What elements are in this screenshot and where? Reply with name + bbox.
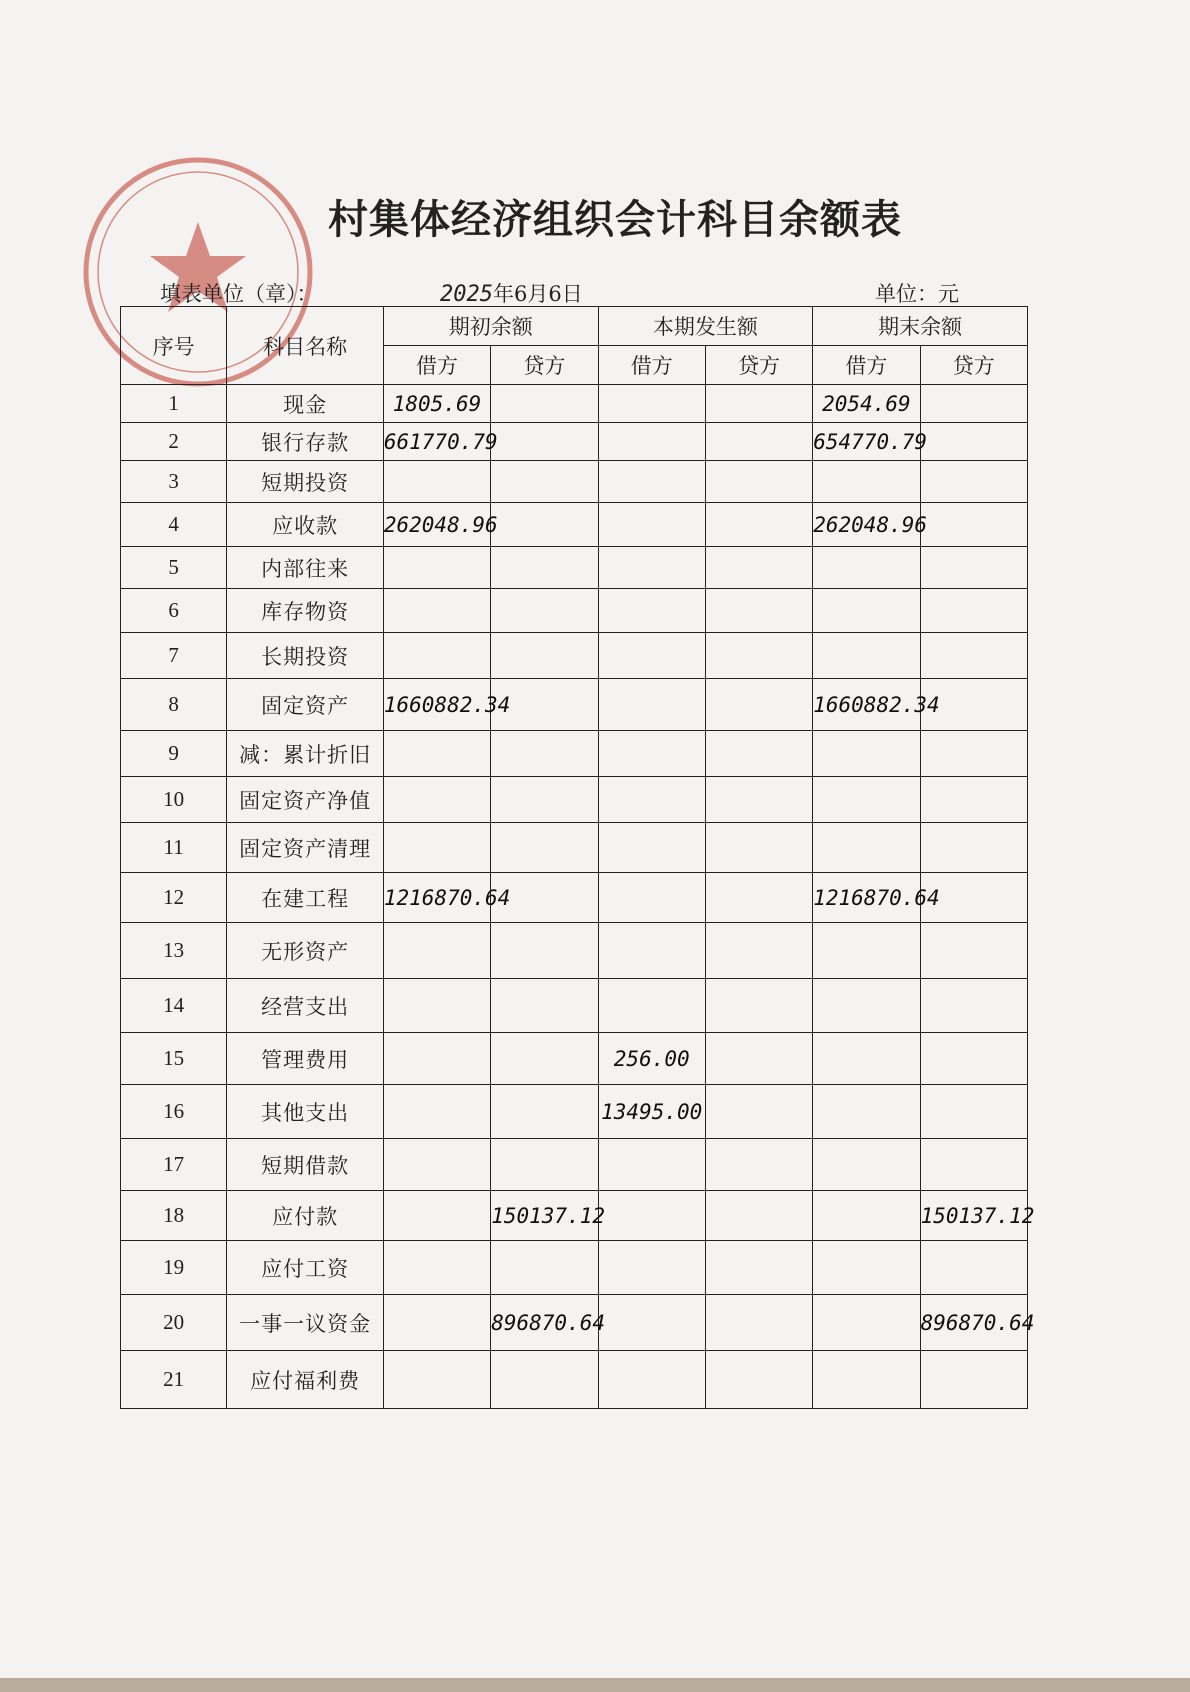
row-amount-cell [598, 979, 705, 1033]
row-seq: 6 [121, 589, 227, 633]
row-amount-cell [813, 823, 920, 873]
row-seq: 1 [121, 385, 227, 423]
row-amount-cell: 1660882.34 [813, 679, 920, 731]
row-amount-cell [491, 1033, 598, 1085]
row-amount-cell [491, 731, 598, 777]
row-amount-cell [598, 385, 705, 423]
row-account-name: 短期借款 [227, 1139, 384, 1191]
row-amount-cell [920, 633, 1027, 679]
row-seq: 13 [121, 923, 227, 979]
row-amount-cell [705, 1295, 812, 1351]
row-amount-cell [920, 731, 1027, 777]
table-row [121, 979, 1028, 1033]
row-amount-cell [705, 503, 812, 547]
report-date [440, 278, 583, 308]
row-amount-cell: 262048.96 [383, 503, 490, 547]
row-amount-cell: 1660882.34 [383, 679, 490, 731]
row-amount-cell [491, 547, 598, 589]
row-amount-cell [491, 1085, 598, 1139]
header-account-name: 科目名称 [227, 307, 384, 385]
row-amount-cell [813, 589, 920, 633]
table-row [121, 873, 1028, 923]
header-debit: 借方 [383, 346, 490, 385]
row-seq: 4 [121, 503, 227, 547]
row-amount-cell [920, 589, 1027, 633]
row-amount-cell [383, 547, 490, 589]
row-account-name: 固定资产清理 [227, 823, 384, 873]
row-seq: 16 [121, 1085, 227, 1139]
row-account-name: 固定资产 [227, 679, 384, 731]
table-row [121, 589, 1028, 633]
row-amount-cell [491, 589, 598, 633]
row-amount-cell [920, 823, 1027, 873]
row-seq: 15 [121, 1033, 227, 1085]
row-amount-cell: 150137.12 [920, 1191, 1027, 1241]
row-amount-cell [920, 923, 1027, 979]
row-amount-cell: 1216870.64 [383, 873, 490, 923]
row-amount-cell [598, 547, 705, 589]
row-amount-cell [813, 633, 920, 679]
header-credit: 贷方 [920, 346, 1027, 385]
table-row [121, 633, 1028, 679]
row-amount-cell [705, 979, 812, 1033]
row-amount-cell [383, 589, 490, 633]
header-credit: 贷方 [705, 346, 812, 385]
row-amount-cell [813, 731, 920, 777]
table-row [121, 1139, 1028, 1191]
row-amount-cell [491, 777, 598, 823]
table-row [121, 823, 1028, 873]
row-amount-cell [813, 547, 920, 589]
row-account-name: 无形资产 [227, 923, 384, 979]
row-seq: 10 [121, 777, 227, 823]
row-amount-cell [598, 633, 705, 679]
row-amount-cell [813, 1085, 920, 1139]
row-amount-cell [383, 1351, 490, 1409]
table-row [121, 923, 1028, 979]
row-amount-cell: 661770.79 [383, 423, 490, 461]
row-amount-cell [598, 461, 705, 503]
row-amount-cell [491, 823, 598, 873]
table-row [121, 547, 1028, 589]
row-amount-cell [920, 503, 1027, 547]
row-account-name: 银行存款 [227, 423, 384, 461]
row-amount-cell [598, 777, 705, 823]
header-debit: 借方 [813, 346, 920, 385]
table-row [121, 385, 1028, 423]
row-amount-cell [383, 1139, 490, 1191]
row-account-name: 减：累计折旧 [227, 731, 384, 777]
row-account-name: 库存物资 [227, 589, 384, 633]
row-amount-cell [491, 633, 598, 679]
row-amount-cell [491, 461, 598, 503]
row-amount-cell [598, 503, 705, 547]
row-amount-cell [705, 1351, 812, 1409]
row-seq: 7 [121, 633, 227, 679]
row-amount-cell [383, 731, 490, 777]
row-amount-cell: 13495.00 [598, 1085, 705, 1139]
table-row [121, 731, 1028, 777]
row-seq: 17 [121, 1139, 227, 1191]
table-row [121, 1033, 1028, 1085]
row-account-name: 现金 [227, 385, 384, 423]
row-amount-cell [383, 1085, 490, 1139]
row-amount-cell [383, 823, 490, 873]
row-seq: 12 [121, 873, 227, 923]
row-amount-cell [598, 923, 705, 979]
row-amount-cell [705, 547, 812, 589]
row-amount-cell [813, 1139, 920, 1191]
report-date-year: 2025 [440, 282, 493, 307]
row-account-name: 应收款 [227, 503, 384, 547]
row-account-name: 固定资产净值 [227, 777, 384, 823]
row-amount-cell: 654770.79 [813, 423, 920, 461]
row-seq: 20 [121, 1295, 227, 1351]
page-edge-shadow [0, 1678, 1190, 1692]
header-opening-balance: 期初余额 [383, 307, 598, 346]
table-row [121, 1191, 1028, 1241]
row-amount-cell [491, 423, 598, 461]
row-amount-cell [920, 1241, 1027, 1295]
row-amount-cell [920, 1351, 1027, 1409]
filing-unit-label: 填表单位（章）： [160, 282, 318, 306]
row-amount-cell [813, 1033, 920, 1085]
row-amount-cell [813, 923, 920, 979]
row-amount-cell [598, 589, 705, 633]
row-amount-cell [705, 1085, 812, 1139]
row-amount-cell [813, 1191, 920, 1241]
row-amount-cell [598, 423, 705, 461]
row-amount-cell [383, 1033, 490, 1085]
row-seq: 14 [121, 979, 227, 1033]
row-amount-cell [920, 461, 1027, 503]
row-account-name: 应付工资 [227, 1241, 384, 1295]
row-amount-cell [491, 1139, 598, 1191]
row-amount-cell [705, 679, 812, 731]
row-amount-cell [383, 633, 490, 679]
row-amount-cell [383, 979, 490, 1033]
row-amount-cell [598, 1351, 705, 1409]
header-debit: 借方 [598, 346, 705, 385]
row-seq: 2 [121, 423, 227, 461]
row-seq: 18 [121, 1191, 227, 1241]
row-amount-cell: 256.00 [598, 1033, 705, 1085]
row-amount-cell [813, 979, 920, 1033]
row-amount-cell [813, 1295, 920, 1351]
row-amount-cell [598, 873, 705, 923]
header-closing-balance: 期末余额 [813, 307, 1028, 346]
page-title: 村集体经济组织会计科目余额表 [328, 197, 902, 243]
table-row [121, 461, 1028, 503]
row-amount-cell [705, 1241, 812, 1295]
row-amount-cell [813, 1241, 920, 1295]
row-seq: 11 [121, 823, 227, 873]
row-amount-cell [705, 873, 812, 923]
header-period-amount: 本期发生额 [598, 307, 813, 346]
row-amount-cell [920, 423, 1027, 461]
row-seq: 9 [121, 731, 227, 777]
row-amount-cell [920, 979, 1027, 1033]
row-amount-cell [491, 923, 598, 979]
row-amount-cell [705, 731, 812, 777]
row-amount-cell [705, 923, 812, 979]
report-date-rest: 年6月6日 [492, 282, 583, 306]
row-account-name: 应付款 [227, 1191, 384, 1241]
row-account-name: 管理费用 [227, 1033, 384, 1085]
row-amount-cell [705, 633, 812, 679]
table-row [121, 777, 1028, 823]
row-amount-cell [705, 589, 812, 633]
row-account-name: 内部往来 [227, 547, 384, 589]
row-account-name: 其他支出 [227, 1085, 384, 1139]
row-amount-cell [920, 777, 1027, 823]
row-amount-cell: 1805.69 [383, 385, 490, 423]
row-amount-cell [705, 1033, 812, 1085]
row-amount-cell [598, 1295, 705, 1351]
row-seq: 5 [121, 547, 227, 589]
row-amount-cell [705, 461, 812, 503]
row-amount-cell [705, 823, 812, 873]
row-account-name: 长期投资 [227, 633, 384, 679]
row-amount-cell [920, 547, 1027, 589]
row-amount-cell [383, 1191, 490, 1241]
currency-unit: 单位：元 [875, 282, 959, 306]
table-row [121, 679, 1028, 731]
row-amount-cell [920, 1085, 1027, 1139]
row-seq: 19 [121, 1241, 227, 1295]
row-seq: 21 [121, 1351, 227, 1409]
balance-table [120, 306, 1035, 1409]
row-amount-cell: 262048.96 [813, 503, 920, 547]
row-amount-cell [705, 385, 812, 423]
row-amount-cell [920, 1139, 1027, 1191]
row-amount-cell [598, 731, 705, 777]
table-row [121, 423, 1028, 461]
row-amount-cell [813, 461, 920, 503]
row-amount-cell: 896870.64 [920, 1295, 1027, 1351]
row-amount-cell: 896870.64 [491, 1295, 598, 1351]
row-amount-cell: 1216870.64 [813, 873, 920, 923]
row-seq: 3 [121, 461, 227, 503]
row-amount-cell [705, 1191, 812, 1241]
row-amount-cell [705, 423, 812, 461]
row-amount-cell [813, 1351, 920, 1409]
row-account-name: 短期投资 [227, 461, 384, 503]
row-account-name: 应付福利费 [227, 1351, 384, 1409]
table-row [121, 1351, 1028, 1409]
row-amount-cell [383, 1295, 490, 1351]
row-amount-cell [383, 923, 490, 979]
row-amount-cell [491, 979, 598, 1033]
row-amount-cell [705, 1139, 812, 1191]
row-amount-cell: 2054.69 [813, 385, 920, 423]
row-account-name: 一事一议资金 [227, 1295, 384, 1351]
row-amount-cell [491, 1351, 598, 1409]
row-amount-cell [598, 679, 705, 731]
row-account-name: 在建工程 [227, 873, 384, 923]
row-amount-cell [491, 385, 598, 423]
row-amount-cell [598, 1191, 705, 1241]
row-amount-cell [598, 1139, 705, 1191]
header-credit: 贷方 [491, 346, 598, 385]
table-row [121, 1295, 1028, 1351]
table-row [121, 1085, 1028, 1139]
row-amount-cell [598, 823, 705, 873]
row-amount-cell [491, 1241, 598, 1295]
row-seq: 8 [121, 679, 227, 731]
row-amount-cell: 150137.12 [491, 1191, 598, 1241]
row-amount-cell [920, 385, 1027, 423]
row-amount-cell [383, 777, 490, 823]
header-seq: 序号 [121, 307, 227, 385]
row-amount-cell [705, 777, 812, 823]
row-amount-cell [491, 503, 598, 547]
row-amount-cell [598, 1241, 705, 1295]
row-amount-cell [813, 777, 920, 823]
table-row [121, 503, 1028, 547]
row-amount-cell [920, 1033, 1027, 1085]
row-account-name: 经营支出 [227, 979, 384, 1033]
row-amount-cell [383, 461, 490, 503]
row-amount-cell [383, 1241, 490, 1295]
table-row [121, 1241, 1028, 1295]
